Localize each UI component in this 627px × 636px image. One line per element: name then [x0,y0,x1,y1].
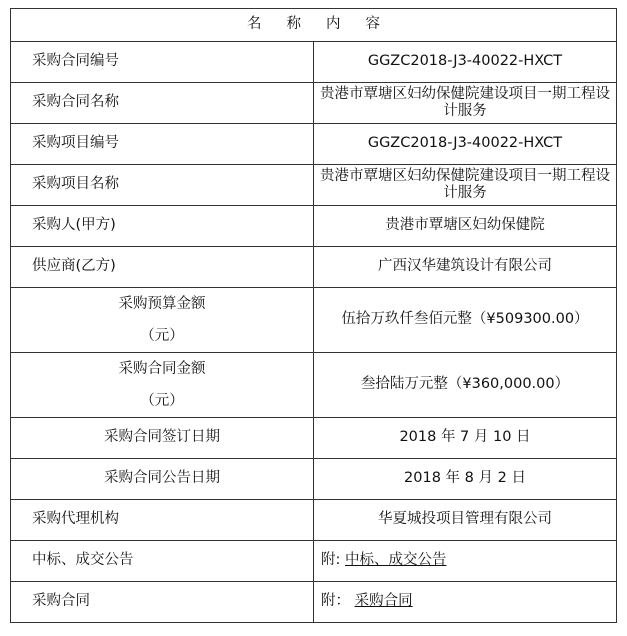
table-row [11,42,617,83]
bid-announcement-link[interactable]: 中标、成交公告 [345,552,447,569]
row-value: 广西汉华建筑设计有限公司 [314,247,617,288]
row-label: 采购项目编号 [11,124,314,165]
contract-link[interactable]: 采购合同 [354,593,413,610]
table-row [11,541,617,582]
row-label: 采购合同编号 [11,42,314,83]
row-value [314,541,617,582]
table-row [11,83,617,124]
row-value: 2018 年 8 月 2 日 [314,459,617,500]
row-value: 伍拾万玖仟叁佰元整（¥509300.00） [314,288,617,353]
row-value [314,582,617,623]
header-row [11,9,617,42]
row-label-line2: （元） [140,393,184,409]
contract-info-table [10,8,617,623]
table-row [11,206,617,247]
row-label: 采购合同 [11,582,314,623]
row-value: GGZC2018-J3-40022-HXCT [314,124,617,165]
row-value: 贵港市覃塘区妇幼保健院建设项目一期工程设计服务 [314,165,617,206]
table-row [11,582,617,623]
row-label: 采购代理机构 [11,500,314,541]
table-row [11,459,617,500]
table-row [11,165,617,206]
row-label-line1: 采购合同金额 [118,361,206,377]
row-value: 2018 年 7 月 10 日 [314,418,617,459]
row-label [11,288,314,353]
table-row [11,247,617,288]
table-row [11,500,617,541]
row-value: 叁拾陆万元整（¥360,000.00） [314,353,617,418]
table-header: 名称内容 [11,9,617,42]
row-label-line2: （元） [140,328,184,344]
row-label: 采购合同公告日期 [11,459,314,500]
row-label: 采购人(甲方) [11,206,314,247]
row-value: 贵港市覃塘区妇幼保健院建设项目一期工程设计服务 [314,83,617,124]
attachment-prefix: 附: [321,552,341,569]
table-row [11,418,617,459]
row-label: 采购合同签订日期 [11,418,314,459]
row-label-line1: 采购预算金额 [118,296,206,312]
row-label: 采购合同名称 [11,83,314,124]
row-label: 采购项目名称 [11,165,314,206]
row-value: 华夏城投项目管理有限公司 [314,500,617,541]
row-value: 贵港市覃塘区妇幼保健院 [314,206,617,247]
row-label: 中标、成交公告 [11,541,314,582]
row-value: GGZC2018-J3-40022-HXCT [314,42,617,83]
table-row [11,124,617,165]
row-label: 供应商(乙方) [11,247,314,288]
row-label [11,353,314,418]
table-row [11,288,617,353]
attachment-prefix: 附： [321,593,350,610]
table-row [11,353,617,418]
